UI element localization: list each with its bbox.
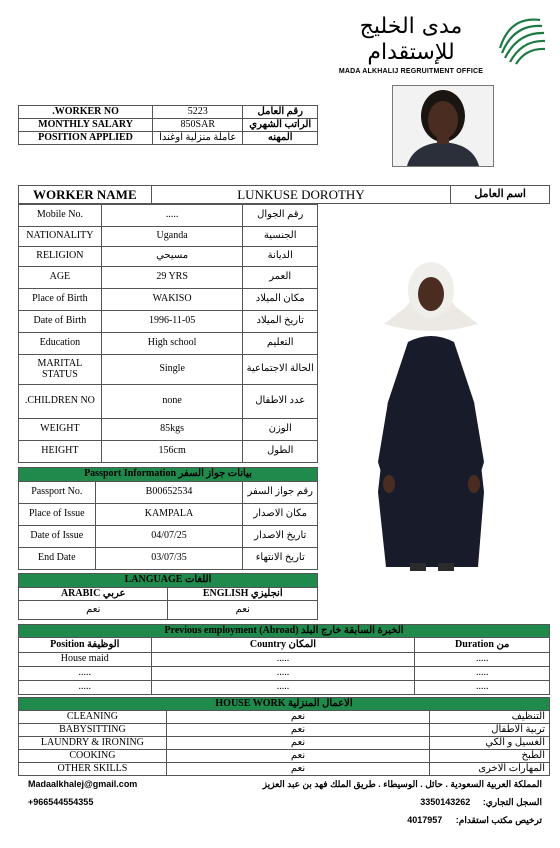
house-work-value: نعم: [166, 711, 429, 724]
house-work-label-ar: الغسيل و الكي: [430, 737, 550, 750]
issue-date-value: 04/07/25: [95, 526, 243, 548]
table-row: [19, 247, 318, 267]
end-date-label-ar: تاريخ الانتهاء: [243, 548, 318, 570]
nationality-value: Uganda: [101, 227, 243, 247]
issue-date-label-ar: تاريخ الاصدار: [243, 526, 318, 548]
birthplace-label-ar: مكان الميلاد: [243, 289, 318, 311]
table-row: [19, 355, 318, 385]
employment-section-title: Previous employment (Abroad) الخبرة السابقة خارج البلد: [19, 625, 550, 638]
passport-table: [18, 467, 318, 570]
footer-license: [407, 815, 542, 826]
house-work-label: COOKING: [19, 750, 167, 763]
salary-label: MONTHLY SALARY: [19, 119, 153, 132]
issue-date-label: Date of Issue: [19, 526, 96, 548]
employment-country: .....: [151, 667, 415, 681]
weight-label: WEIGHT: [19, 419, 102, 441]
table-row: [19, 132, 318, 145]
table-row: [19, 548, 318, 570]
passport-no-label: Passport No.: [19, 482, 96, 504]
employment-duration: .....: [415, 667, 550, 681]
table-row: [19, 653, 550, 667]
table-row: [19, 227, 318, 247]
mobile-value: .....: [101, 205, 243, 227]
education-label: Education: [19, 333, 102, 355]
house-work-label-ar: تربية الاطفال: [430, 724, 550, 737]
religion-value: مسيحي: [101, 247, 243, 267]
arabic-label: ARABIC عربي: [19, 588, 168, 601]
birthplace-label: Place of Birth: [19, 289, 102, 311]
table-row: [19, 385, 318, 419]
worker-name-label: WORKER NAME: [19, 186, 152, 204]
table-row: [19, 526, 318, 548]
footer-cr-label: السجل التجاري:: [482, 797, 542, 807]
salary-label-ar: الراتب الشهري: [243, 119, 318, 132]
footer-address: المملكة العربية السعودية . حائل . الوسيطاء . طريق الملك فهد بن عبد العزيز: [262, 779, 542, 789]
house-work-value: نعم: [166, 724, 429, 737]
english-value: نعم: [168, 601, 318, 620]
issue-place-label-ar: مكان الاصدار: [243, 504, 318, 526]
passport-no-value: B00652534: [95, 482, 243, 504]
table-row: [19, 311, 318, 333]
passport-section-title: Passport Information بيانات جواز السفر: [19, 468, 318, 482]
footer-license-value: 4017957: [407, 815, 443, 825]
nationality-label-ar: الجنسية: [243, 227, 318, 247]
height-label: HEIGHT: [19, 441, 102, 463]
nationality-label: NATIONALITY: [19, 227, 102, 247]
house-work-label: BABYSITTING: [19, 724, 167, 737]
table-row: [19, 681, 550, 695]
footer-phone: +966544554355: [28, 797, 94, 807]
end-date-label: End Date: [19, 548, 96, 570]
position-label: POSITION APPLIED: [19, 132, 153, 145]
house-work-label-ar: الطبخ: [430, 750, 550, 763]
house-work-section-title: HOUSE WORK الاعمال المنزلية: [19, 698, 550, 711]
religion-label-ar: الديانة: [243, 247, 318, 267]
table-row: [19, 601, 318, 620]
headshot-photo: [392, 85, 494, 167]
house-work-label-ar: المهارات الاخرى: [430, 763, 550, 776]
worker-name-value: LUNKUSE DOROTHY: [151, 186, 451, 204]
table-row: [19, 698, 550, 711]
table-row: [19, 504, 318, 526]
table-row: [19, 186, 550, 204]
issue-place-value: KAMPALA: [95, 504, 243, 526]
position-value: عاملة منزلية اوغندا: [153, 132, 243, 145]
table-row: [19, 763, 550, 776]
dob-label: Date of Birth: [19, 311, 102, 333]
employment-header-duration: Duration من: [415, 638, 550, 653]
arabic-value: نعم: [19, 601, 168, 620]
age-label: AGE: [19, 267, 102, 289]
footer-license-label: ترخيص مكتب استقدام:: [455, 815, 542, 825]
height-label-ar: الطول: [243, 441, 318, 463]
birthplace-value: WAKISO: [101, 289, 243, 311]
footer-cr: [420, 797, 542, 808]
worker-no-label-ar: رقم العامل: [243, 106, 318, 119]
table-row: [19, 267, 318, 289]
house-work-label-ar: التنظيف: [430, 711, 550, 724]
table-row: [19, 289, 318, 311]
employment-table: [18, 624, 550, 695]
height-value: 156cm: [101, 441, 243, 463]
table-row: [19, 574, 318, 588]
dob-label-ar: تاريخ الميلاد: [243, 311, 318, 333]
language-table: [18, 573, 318, 620]
religion-label: RELIGION: [19, 247, 102, 267]
table-row: [19, 724, 550, 737]
table-row: [19, 106, 318, 119]
age-value: 29 YRS: [101, 267, 243, 289]
end-date-value: 03/07/35: [95, 548, 243, 570]
children-value: none: [101, 385, 243, 419]
children-label: .CHILDREN NO: [19, 385, 102, 419]
company-name-ar: مدى الخليج للإستقدام: [359, 14, 463, 65]
employment-position: .....: [19, 681, 152, 695]
issue-place-label: Place of Issue: [19, 504, 96, 526]
employment-header-country: Country المكان: [151, 638, 415, 653]
table-row: [19, 468, 318, 482]
house-work-label: OTHER SKILLS: [19, 763, 167, 776]
employment-country: .....: [151, 681, 415, 695]
table-row: [19, 119, 318, 132]
company-name-en: MADA ALKHALIJ REGRUITMENT OFFICE: [338, 68, 484, 75]
table-row: [19, 588, 318, 601]
language-section-title: LANGUAGE اللغات: [19, 574, 318, 588]
age-label-ar: العمر: [243, 267, 318, 289]
marital-label-ar: الحالة الاجتماعية: [243, 355, 318, 385]
table-row: [19, 419, 318, 441]
table-row: [19, 441, 318, 463]
employment-header-position: Position الوظيفة: [19, 638, 152, 653]
mobile-label: Mobile No.: [19, 205, 102, 227]
footer-cr-value: 3350143262: [420, 797, 471, 807]
worker-no-value: 5223: [153, 106, 243, 119]
table-row: [19, 205, 318, 227]
mobile-label-ar: رقم الجوال: [243, 205, 318, 227]
english-label: ENGLISH انجليزي: [168, 588, 318, 601]
house-work-value: نعم: [166, 763, 429, 776]
house-work-label: LAUNDRY & IRONING: [19, 737, 167, 750]
table-row: [19, 625, 550, 638]
children-label-ar: عدد الاطفال: [243, 385, 318, 419]
company-logo-text: [336, 14, 486, 75]
worker-name-table: [18, 185, 550, 204]
table-row: [19, 667, 550, 681]
company-logo-icon: [490, 8, 548, 71]
full-body-photo: [366, 252, 496, 577]
position-label-ar: المهنه: [243, 132, 318, 145]
table-row: [19, 333, 318, 355]
top-info-table: [18, 105, 318, 145]
table-row: [19, 638, 550, 653]
worker-no-label: .WORKER NO: [19, 106, 153, 119]
table-row: [19, 737, 550, 750]
house-work-value: نعم: [166, 737, 429, 750]
employment-duration: .....: [415, 653, 550, 667]
employment-duration: .....: [415, 681, 550, 695]
table-row: [19, 750, 550, 763]
house-work-value: نعم: [166, 750, 429, 763]
employment-position: .....: [19, 667, 152, 681]
table-row: [19, 711, 550, 724]
passport-no-label-ar: رقم جواز السفر: [243, 482, 318, 504]
worker-name-label-ar: اسم العامل: [451, 186, 550, 204]
house-work-table: [18, 697, 550, 776]
salary-value: 850SAR: [153, 119, 243, 132]
footer-email: Madaalkhalej@gmail.com: [28, 779, 138, 789]
house-work-label: CLEANING: [19, 711, 167, 724]
personal-info-table: [18, 204, 318, 463]
marital-label: MARITAL STATUS: [19, 355, 102, 385]
education-label-ar: التعليم: [243, 333, 318, 355]
employment-position: House maid: [19, 653, 152, 667]
dob-value: 1996-11-05: [101, 311, 243, 333]
employment-country: .....: [151, 653, 415, 667]
table-row: [19, 482, 318, 504]
marital-value: Single: [101, 355, 243, 385]
education-value: High school: [101, 333, 243, 355]
weight-value: 85kgs: [101, 419, 243, 441]
weight-label-ar: الوزن: [243, 419, 318, 441]
